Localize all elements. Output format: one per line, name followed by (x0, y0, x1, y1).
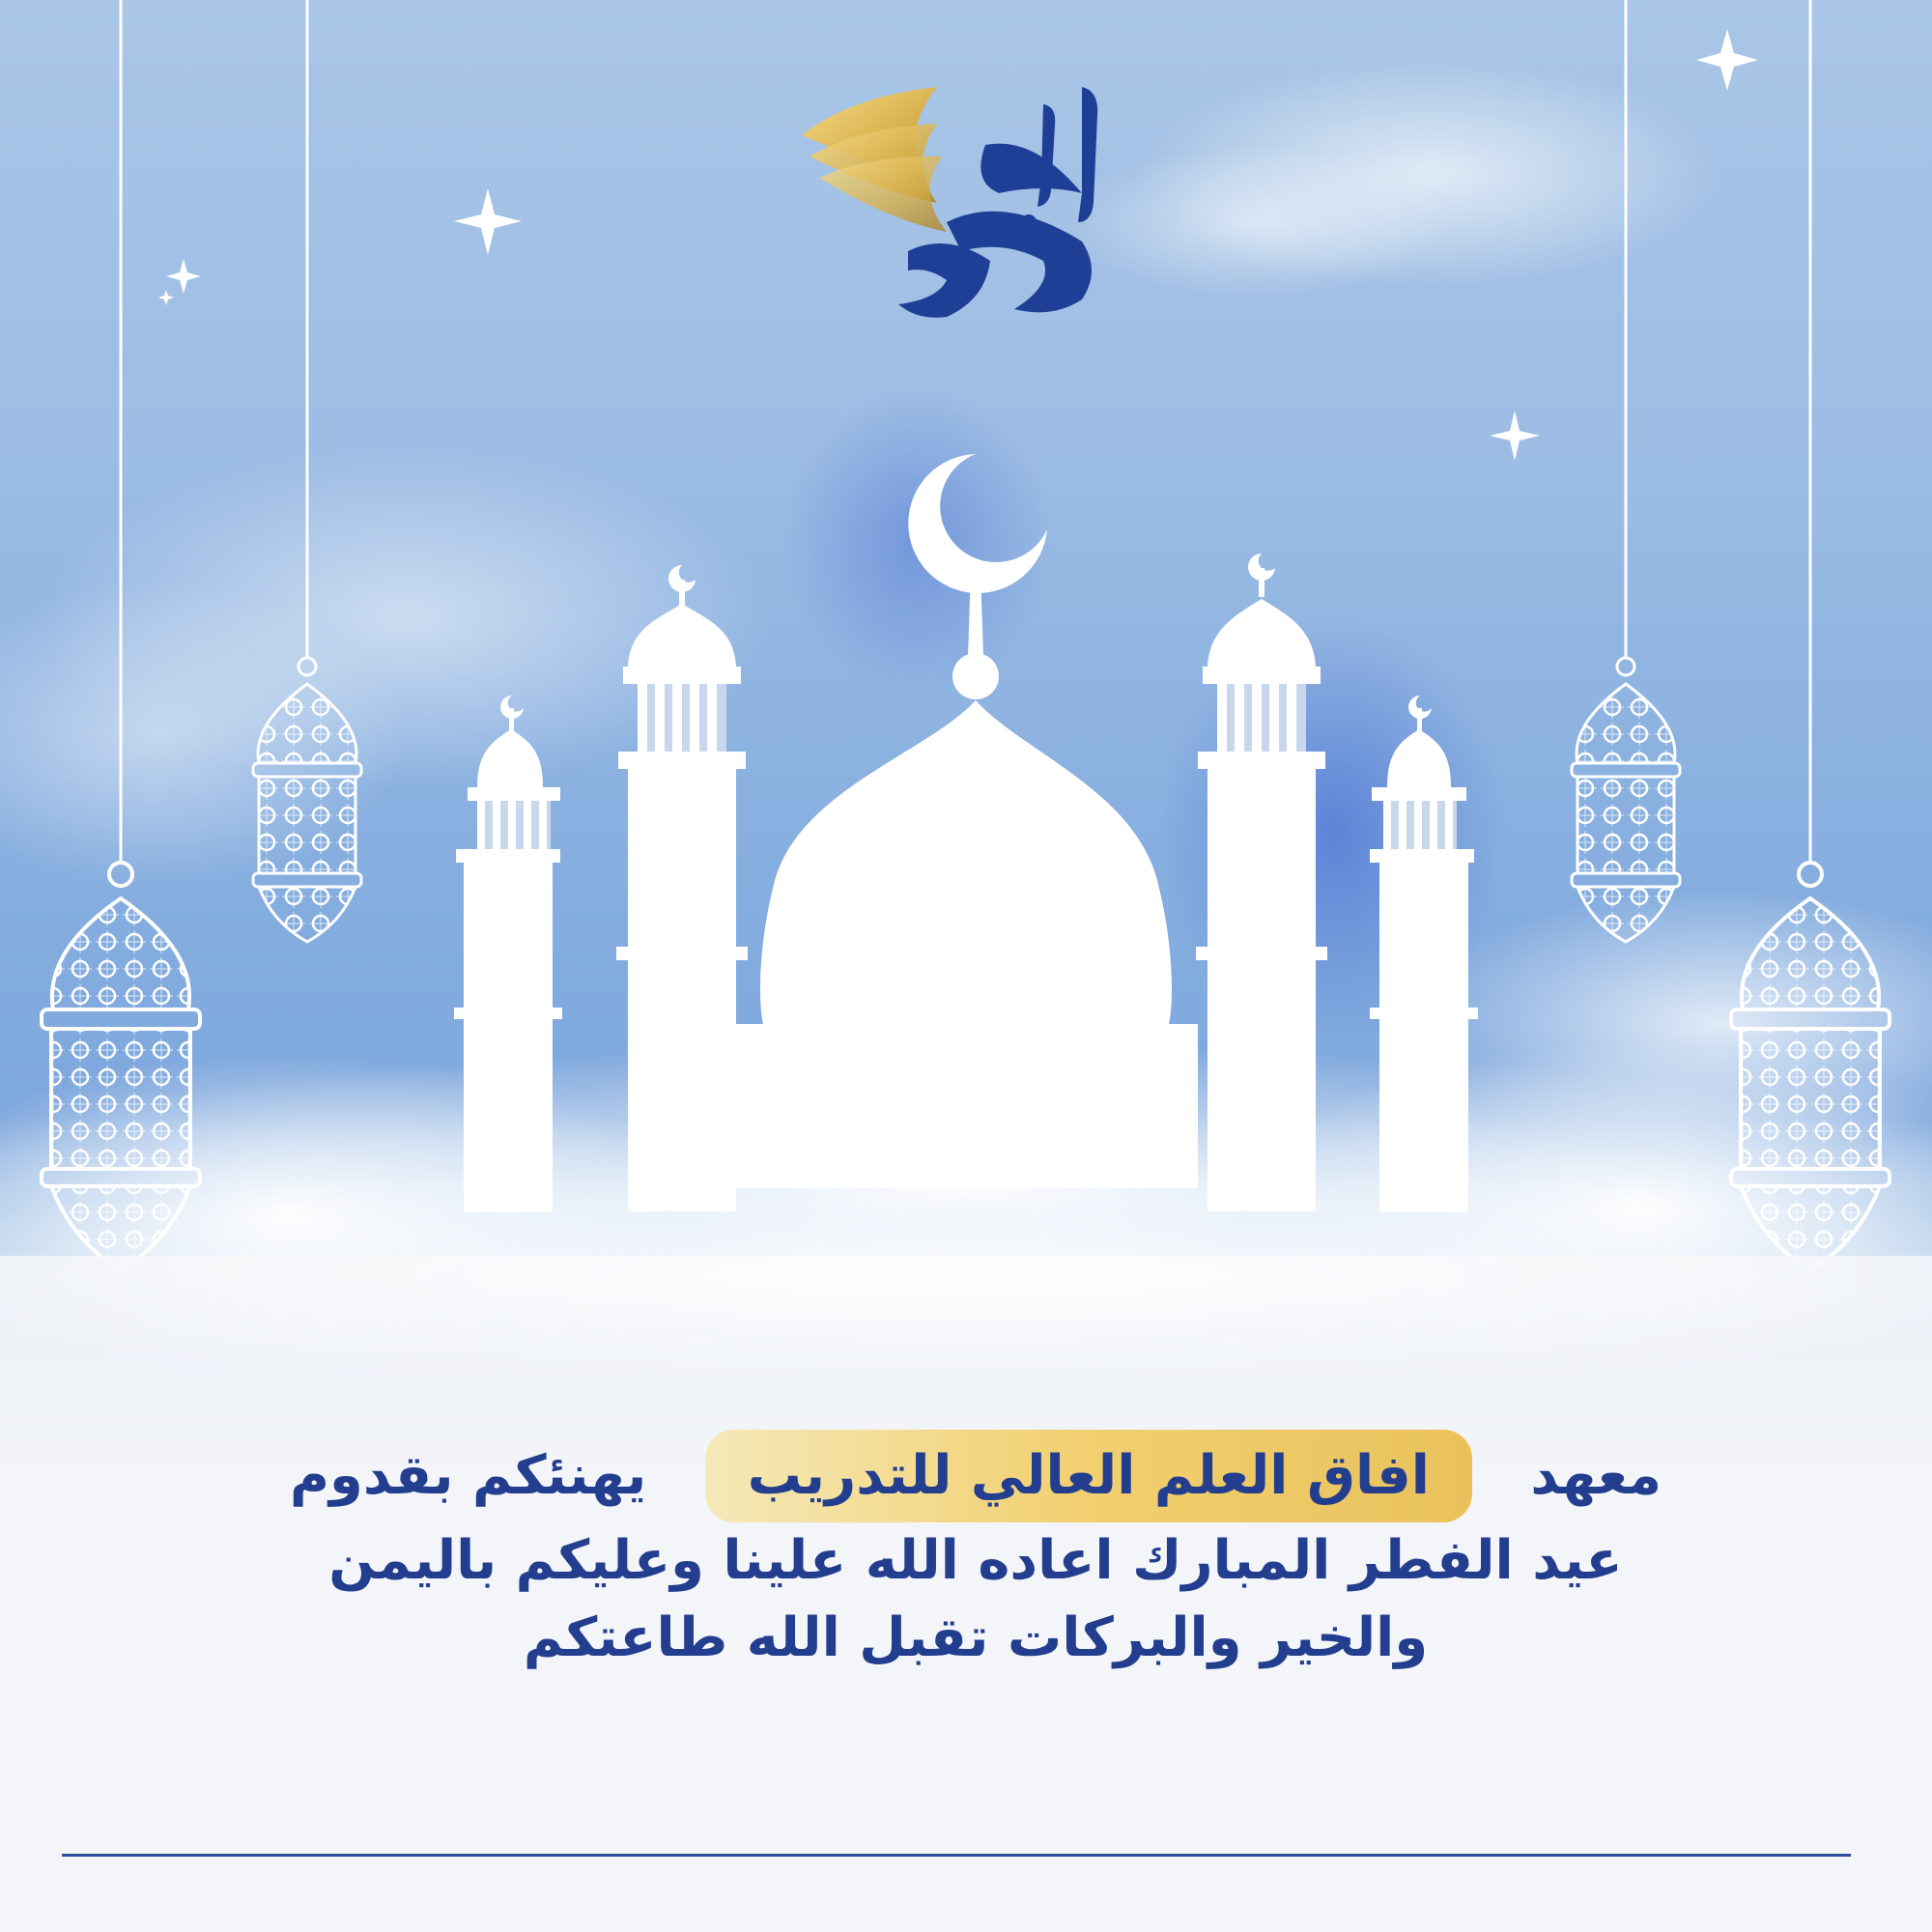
logo (792, 77, 1140, 328)
greeting-message (290, 1430, 1662, 1677)
greeting-line-3: والخير والبركات تقبل الله طاعتكم (523, 1606, 1429, 1669)
institute-name-highlight: افاق العلم العالي للتدريب (705, 1430, 1472, 1522)
greeting-line-1 (290, 1430, 1662, 1522)
greeting-word-congratulates: يهنئكم بقدوم (290, 1444, 647, 1507)
greeting-line-2: عيد الفطر المبارك اعاده الله علينا وعليكم باليمن (328, 1529, 1623, 1592)
greeting-word-institute: معهد (1530, 1444, 1662, 1507)
logo-book-icon (802, 87, 947, 232)
footer-divider (62, 1854, 1851, 1857)
